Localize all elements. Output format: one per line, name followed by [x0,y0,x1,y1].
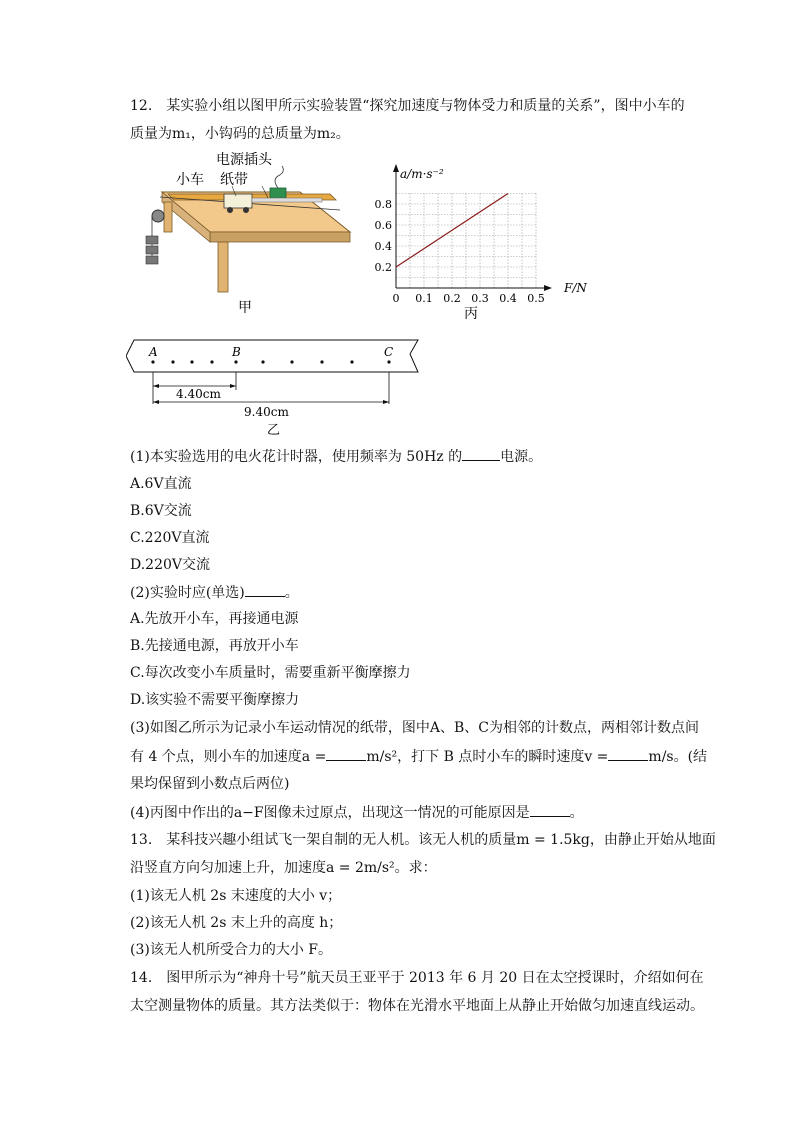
x-axis-label: F/N [564,281,587,295]
caption-jia: 甲 [238,300,252,316]
q12-part3-line1: (3)如图乙所示为记录小车运动情况的纸带，图中A、B、C为相邻的计数点，两相邻计数点间 [130,720,699,736]
point-a-label: A [149,345,158,359]
q14-line2: 太空测量物体的质量。其方法类似于：物体在光滑水平地面上从静止开始做匀加速直线运动。 [130,998,704,1014]
x-axis-arrow [544,285,552,291]
y-tick-label: 0.2 [374,261,392,274]
q12-line2: 质量为m₁，小钩码的总质量为m₂。 [130,126,350,142]
figure-yi-tape [126,332,426,438]
label-tape: 纸带 [220,172,248,188]
q12-line1: 12. 某实验小组以图甲所示实验装置“探究加速度与物体受力和质量的关系”，图中小车的 [130,98,685,114]
x-tick-label: 0.5 [527,292,545,305]
q12-p1-option-a: A.6V直流 [130,476,192,492]
point-c-label: C [384,345,394,359]
q12-p2-option-b: B.先接通电源，再放开小车 [130,638,299,654]
answer-blank-3a[interactable] [326,746,366,761]
q12-part3-line2: 有 4 个点，则小车的加速度a = m/s²，打下 B 点时小车的瞬时速度v = m/s。(结 [130,746,707,767]
q12-p2-option-d: D.该实验不需要平衡摩擦力 [130,692,300,708]
series-line-a-f [396,194,508,268]
y-tick-label: 0.6 [374,219,392,232]
q12-part4: (4)丙图中作出的a−F图像未过原点，出现这一情况的可能原因是 。 [130,802,584,823]
x-tick-label: 0.4 [499,292,517,305]
q12-p2-option-c: C.每次改变小车质量时，需要重新平衡摩擦力 [130,665,411,681]
caption-bing: 丙 [464,306,478,322]
figure-jia [140,150,360,320]
q12-part1: (1)本实验选用的电火花计时器，使用频率为 50Hz 的 电源。 [130,446,542,467]
distance-ac: 9.40cm [244,405,289,419]
x-tick-label: 0.1 [415,292,433,305]
q13-line1: 13. 某科技兴趣小组试飞一架自制的无人机。该无人机的质量m = 1.5kg，由静止开始从地面 [130,832,716,848]
answer-blank-1[interactable] [462,446,500,461]
label-power-plug: 电源插头 [216,152,272,168]
y-axis-arrow [393,164,399,172]
answer-blank-4[interactable] [530,802,570,817]
q12-p1-option-d: D.220V交流 [130,557,211,573]
point-b-label: B [232,345,241,359]
q13-sub1: (1)该无人机 2s 末速度的大小 v； [130,888,342,904]
q12-part3-line3: 果均保留到小数点后两位) [130,776,290,792]
q12-part2: (2)实验时应(单选) 。 [130,582,299,603]
q12-p1-option-c: C.220V直流 [130,530,210,546]
x-tick-label: 0 [392,292,400,305]
y-axis-label: a/m·s⁻² [400,167,444,181]
answer-blank-2[interactable] [245,582,285,597]
q12-p1-option-b: B.6V交流 [130,503,192,519]
answer-blank-3b[interactable] [608,746,648,761]
label-cart: 小车 [176,172,204,188]
caption-yi: 乙 [267,423,281,438]
q13-sub3: (3)该无人机所受合力的大小 F。 [130,942,332,958]
q14-line1: 14. 图甲所示为“神舟十号”航天员王亚平于 2013 年 6 月 20 日在太空授课时，介绍如何在 [130,970,704,986]
distance-ab: 4.40cm [176,387,221,401]
q13-line2: 沿竖直方向匀加速上升，加速度a = 2m/s²。求： [130,860,437,876]
x-tick-label: 0.3 [471,292,489,305]
x-tick-label: 0.2 [443,292,461,305]
tape-outline [126,340,418,372]
y-tick-label: 0.8 [374,198,392,211]
q12-p2-option-a: A.先放开小车，再接通电源 [130,611,299,627]
q13-sub2: (2)该无人机 2s 末上升的高度 h； [130,915,343,931]
y-tick-label: 0.4 [374,240,392,253]
chart-grid [396,194,536,289]
chart-a-f [366,160,606,325]
